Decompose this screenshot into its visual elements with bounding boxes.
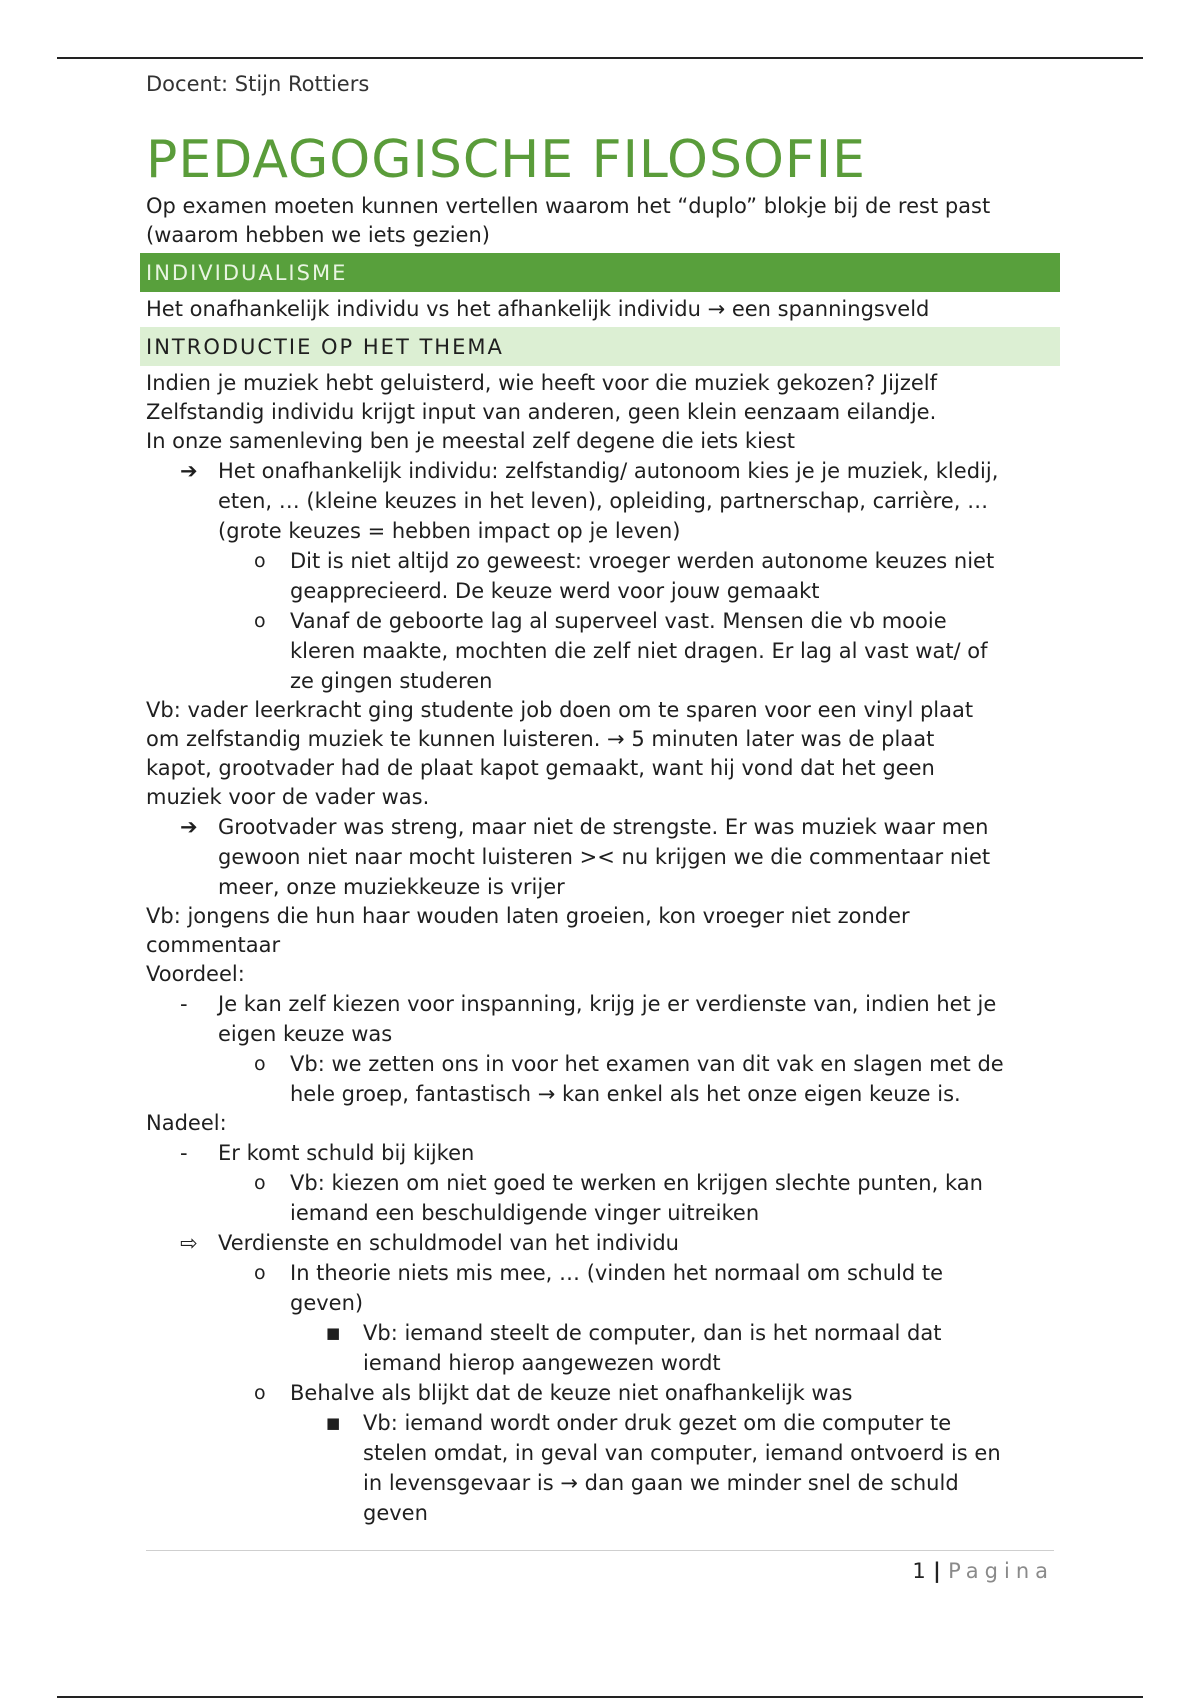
document-page <box>146 68 1058 1585</box>
circle-list-item <box>146 1049 1058 1109</box>
document-title: PEDAGOGISCHE FILOSOFIE <box>146 130 866 190</box>
intro-line: Op examen moeten kunnen vertellen waarom het “duplo” blokje bij de rest past <box>146 194 991 218</box>
intro-line: (waarom hebben we iets gezien) <box>146 223 490 247</box>
item-line: geven) <box>290 1291 364 1315</box>
page-number: 1 <box>912 1559 926 1583</box>
item-line: Er komt schuld bij kijken <box>218 1141 475 1165</box>
example-line: om zelfstandig muziek te kunnen luisteren. → 5 minuten later was de plaat <box>146 727 935 751</box>
example-line: commentaar <box>146 933 281 957</box>
footer-rule <box>146 1550 1054 1551</box>
circle-bullet-icon: o <box>254 1262 266 1284</box>
page-word: Pagina <box>948 1559 1054 1583</box>
item-line: Je kan zelf kiezen voor inspanning, krijg je er verdienste van, indien het je <box>218 992 997 1016</box>
paragraph: Zelfstandig individu krijgt input van anderen, geen klein eenzaam eilandje. <box>146 400 937 424</box>
item-line: Dit is niet altijd zo geweest: vroeger werden autonome keuzes niet <box>290 549 995 573</box>
item-line: (grote keuzes = hebben impact op je leven) <box>218 519 681 543</box>
section1-text: Het onafhankelijk individu vs het afhankelijk individu → een spanningsveld <box>146 297 930 321</box>
square-bullet-icon: ■ <box>326 1414 341 1432</box>
item-line: Vb: iemand steelt de computer, dan is het normaal dat <box>363 1321 942 1345</box>
square-bullet-icon: ■ <box>326 1324 341 1342</box>
bottom-rule <box>57 1696 1143 1698</box>
item-line: hele groep, fantastisch → kan enkel als het onze eigen keuze is. <box>290 1082 961 1106</box>
top-rule <box>57 57 1143 59</box>
item-line: eigen keuze was <box>218 1022 393 1046</box>
paragraph: Indien je muziek hebt geluisterd, wie heeft voor die muziek gekozen? Jijzelf <box>146 371 937 395</box>
circle-bullet-icon: o <box>254 550 266 572</box>
hollow-arrow-bullet-icon: ⇨ <box>180 1231 198 1255</box>
item-line: Vb: we zetten ons in voor het examen van dit vak en slagen met de <box>290 1052 1004 1076</box>
item-line: geapprecieerd. De keuze werd voor jouw gemaakt <box>290 579 820 603</box>
example-line: Vb: vader leerkracht ging studente job doen om te sparen voor een vinyl plaat <box>146 698 974 722</box>
arrow-list-item <box>146 812 1058 902</box>
paragraph: In onze samenleving ben je meestal zelf degene die iets kiest <box>146 429 796 453</box>
item-line: ze gingen studeren <box>290 669 493 693</box>
item-line: Het onafhankelijk individu: zelfstandig/ autonoom kies je je muziek, kledij, <box>218 459 999 483</box>
item-line: Vb: kiezen om niet goed te werken en krijgen slechte punten, kan <box>290 1171 983 1195</box>
circle-bullet-icon: o <box>254 1382 266 1404</box>
item-line: In theorie niets mis mee, … (vinden het normaal om schuld te <box>290 1261 944 1285</box>
item-line: gewoon niet naar mocht luisteren >< nu krijgen we die commentaar niet <box>218 845 991 869</box>
example-paragraph <box>146 696 1058 812</box>
circle-list-item <box>146 606 1058 696</box>
item-line: Verdienste en schuldmodel van het individu <box>218 1231 679 1255</box>
item-line: iemand een beschuldigende vinger uitreiken <box>290 1201 760 1225</box>
disadvantage-label: Nadeel: <box>146 1111 227 1135</box>
dash-list-item <box>146 1138 1058 1168</box>
arrow-list-item <box>146 456 1058 546</box>
teacher-line: Docent: Stijn Rottiers <box>146 72 370 96</box>
example-line: kapot, grootvader had de plaat kapot gemaakt, want hij vond dat het geen <box>146 756 935 780</box>
example-paragraph <box>146 902 1058 960</box>
heading-introductie: INTRODUCTIE OP HET THEMA <box>140 327 1060 366</box>
circle-list-item <box>146 1378 1058 1408</box>
hollow-arrow-list-item <box>146 1228 1058 1258</box>
square-list-item <box>146 1408 1058 1528</box>
arrow-bullet-icon: ➔ <box>180 459 198 483</box>
item-line: Behalve als blijkt dat de keuze niet onafhankelijk was <box>290 1381 853 1405</box>
circle-list-item <box>146 1258 1058 1318</box>
circle-list-item <box>146 546 1058 606</box>
circle-bullet-icon: o <box>254 1053 266 1075</box>
item-line: Vanaf de geboorte lag al superveel vast. Mensen die vb mooie <box>290 609 947 633</box>
intro-paragraph <box>146 192 1058 250</box>
item-line: in levensgevaar is → dan gaan we minder snel de schuld <box>363 1471 959 1495</box>
item-line: geven <box>363 1501 428 1525</box>
arrow-bullet-icon: ➔ <box>180 815 198 839</box>
circle-bullet-icon: o <box>254 610 266 632</box>
example-line: Vb: jongens die hun haar wouden laten groeien, kon vroeger niet zonder <box>146 904 910 928</box>
square-list-item <box>146 1318 1058 1378</box>
item-line: meer, onze muziekkeuze is vrijer <box>218 875 565 899</box>
item-line: eten, … (kleine keuzes in het leven), opleiding, partnerschap, carrière, … <box>218 489 989 513</box>
item-line: Vb: iemand wordt onder druk gezet om die computer te <box>363 1411 952 1435</box>
advantage-label: Voordeel: <box>146 962 245 986</box>
circle-list-item <box>146 1168 1058 1228</box>
heading-individualisme: INDIVIDUALISME <box>140 253 1060 292</box>
item-line: iemand hierop aangewezen wordt <box>363 1351 721 1375</box>
dash-list-item <box>146 989 1058 1049</box>
footer-separator: | <box>925 1559 949 1583</box>
item-line: stelen omdat, in geval van computer, iemand ontvoerd is en <box>363 1441 1001 1465</box>
dash-bullet-icon: - <box>180 1141 188 1165</box>
page-footer <box>146 1557 1054 1585</box>
dash-bullet-icon: - <box>180 992 188 1016</box>
item-line: kleren maakte, mochten die zelf niet dragen. Er lag al vast wat/ of <box>290 639 988 663</box>
example-line: muziek voor de vader was. <box>146 785 430 809</box>
item-line: Grootvader was streng, maar niet de strengste. Er was muziek waar men <box>218 815 989 839</box>
circle-bullet-icon: o <box>254 1172 266 1194</box>
